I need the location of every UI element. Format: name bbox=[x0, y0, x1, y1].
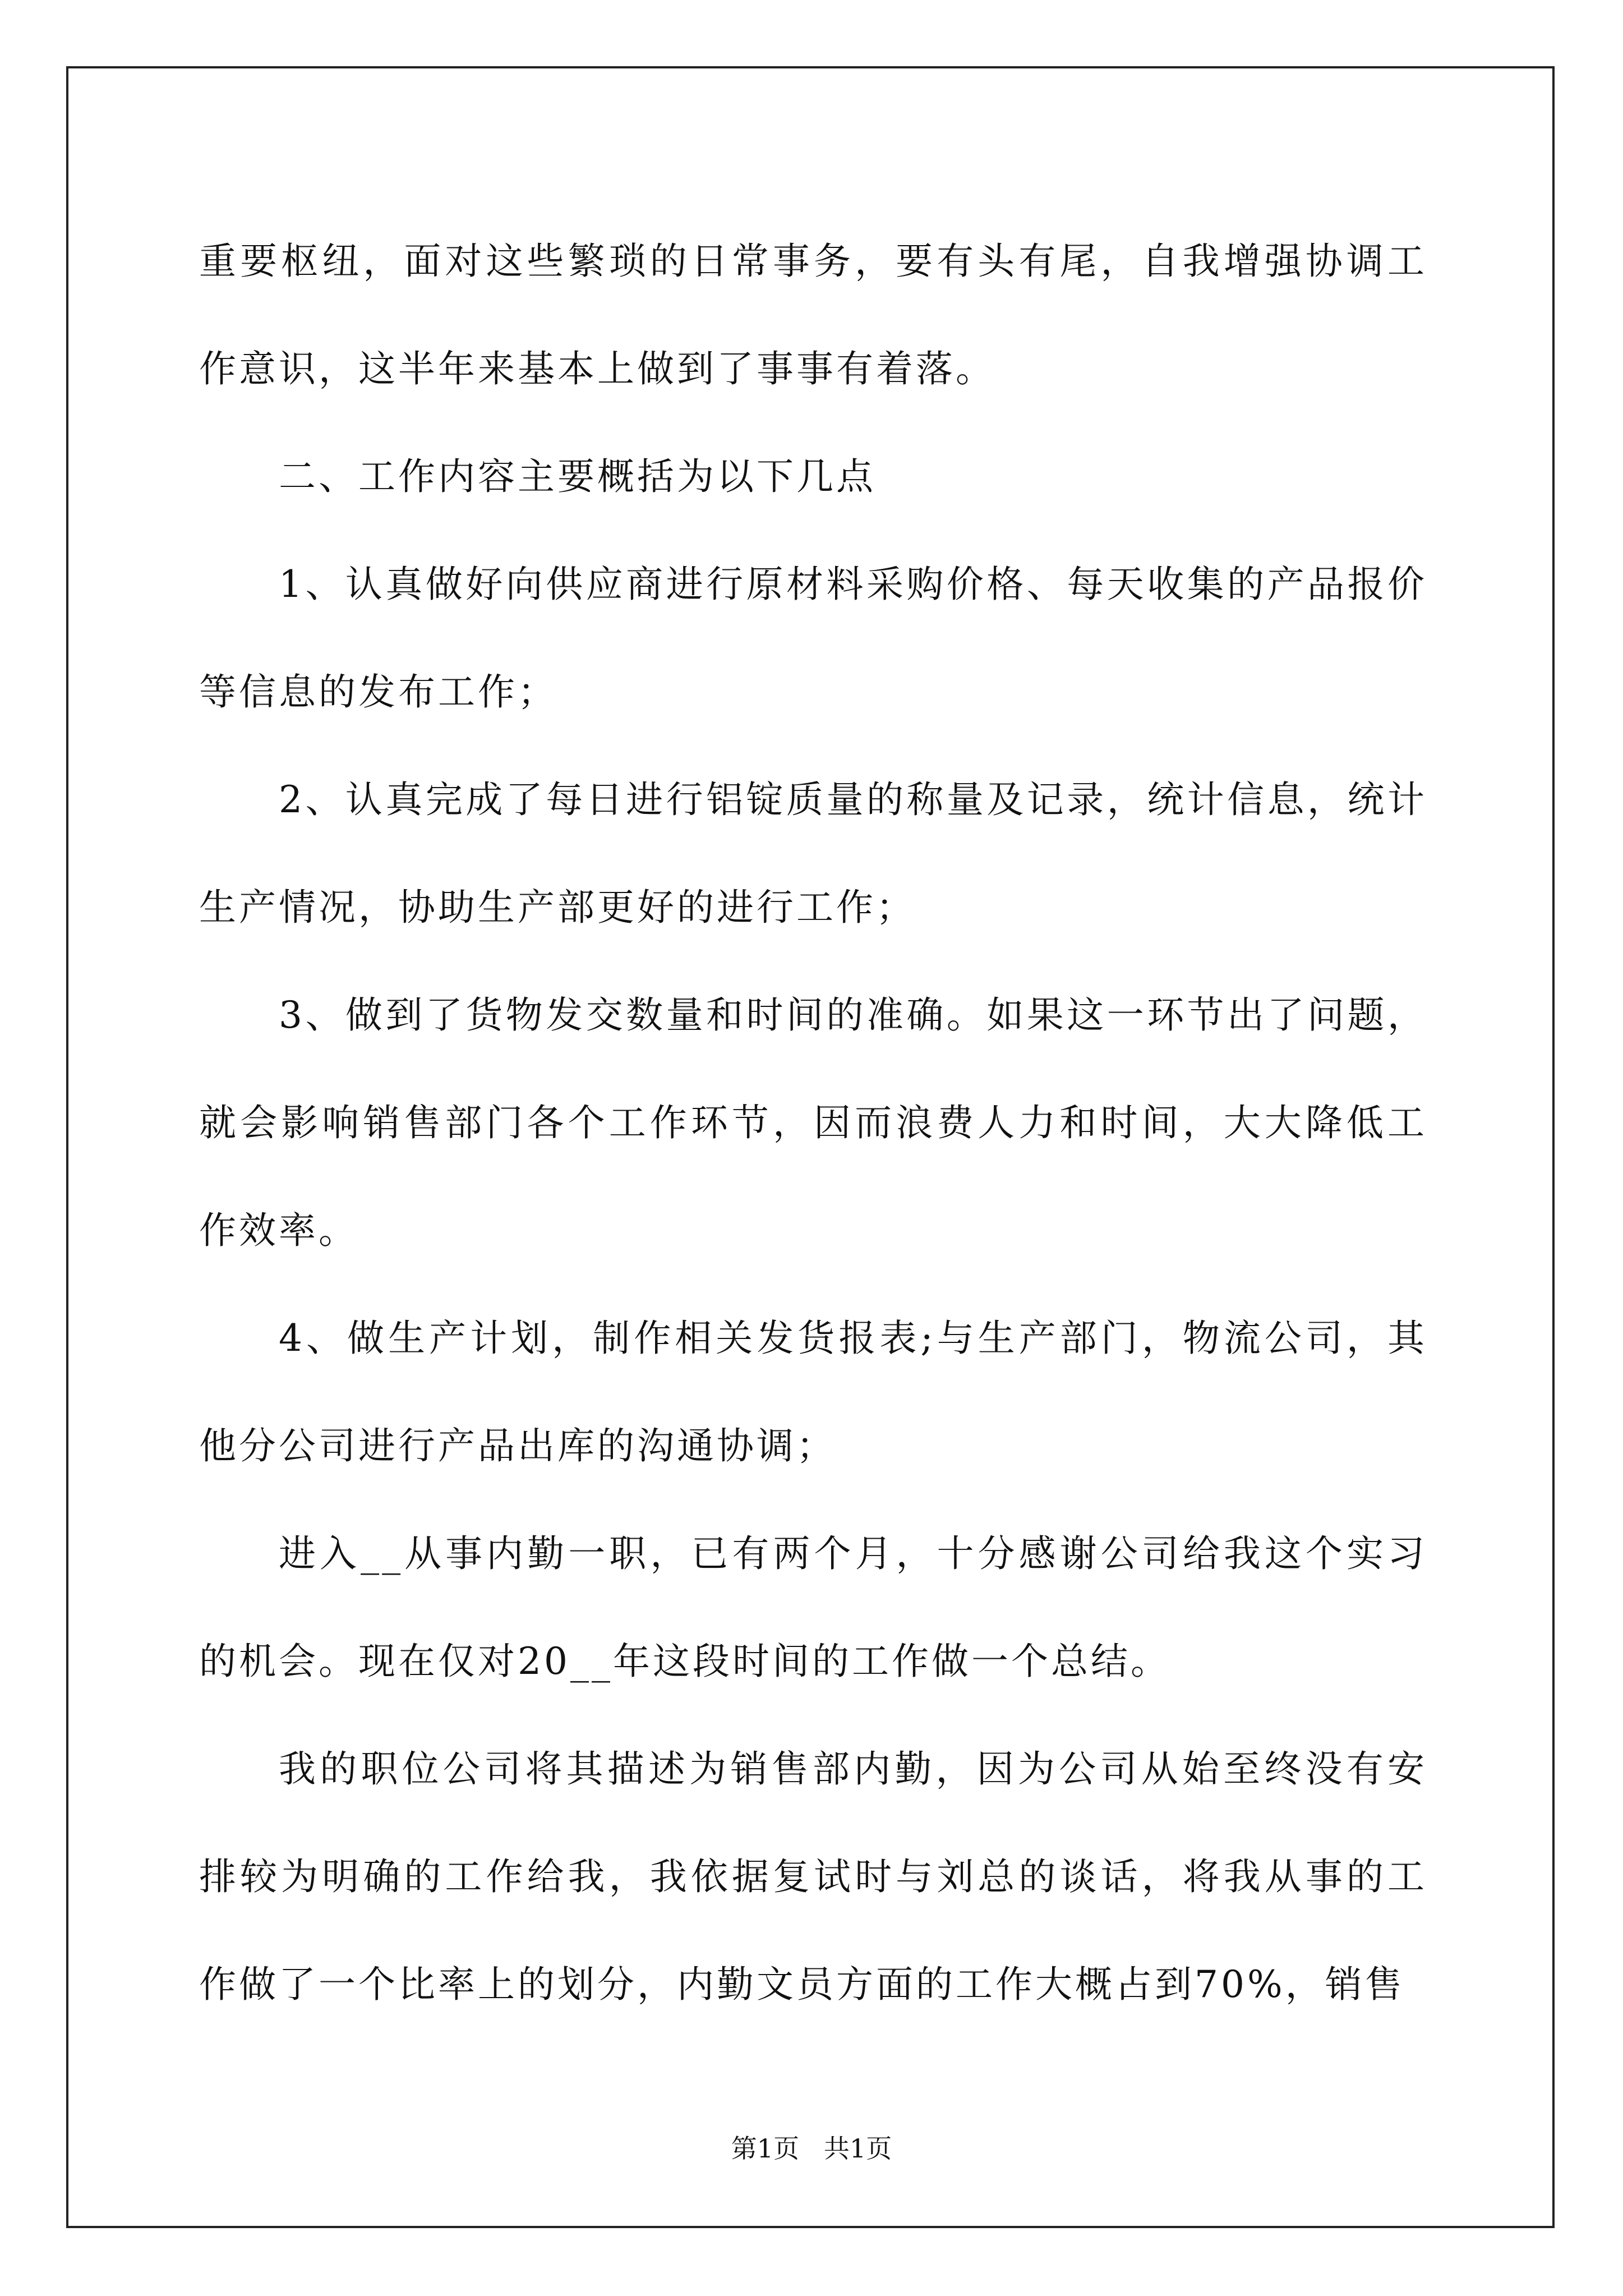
document-body bbox=[199, 208, 1427, 2039]
paragraph-1: 重要枢纽，面对这些繁琐的日常事务，要有头有尾，自我增强协调工作意识，这半年来基本上做到了事事有着落。 bbox=[199, 240, 1427, 390]
paragraph-3: 1、认真做好向供应商进行原材料采购价格、每天收集的产品报价等信息的发布工作； bbox=[199, 563, 1427, 714]
paragraph-8: 我的职位公司将其描述为销售部内勤，因为公司从始至终没有安排较为明确的工作给我，我依据复试时与刘总的谈话，将我从事的工作做了一个比率上的划分，内勤文员方面的工作大概占到70%，销售 bbox=[199, 1747, 1427, 2006]
paragraph-7: 进入__从事内勤一职，已有两个月，十分感谢公司给我这个实习的机会。现在仅对20__年这段时间的工作做一个总结。 bbox=[199, 1532, 1427, 1683]
paragraph-4: 2、认真完成了每日进行铝锭质量的称量及记录，统计信息，统计生产情况，协助生产部更好的进行工作； bbox=[199, 778, 1427, 929]
paragraph-6: 4、做生产计划，制作相关发货报表;与生产部门，物流公司，其他分公司进行产品出库的沟通协调； bbox=[199, 1317, 1427, 1467]
paragraph-5: 3、做到了货物发交数量和时间的准确。如果这一环节出了问题，就会影响销售部门各个工作环节，因而浪费人力和时间，大大降低工作效率。 bbox=[199, 993, 1427, 1252]
page-footer: 第1页 共1页 bbox=[731, 2133, 892, 2164]
paragraph-2: 二、工作内容主要概括为以下几点 bbox=[279, 455, 876, 498]
